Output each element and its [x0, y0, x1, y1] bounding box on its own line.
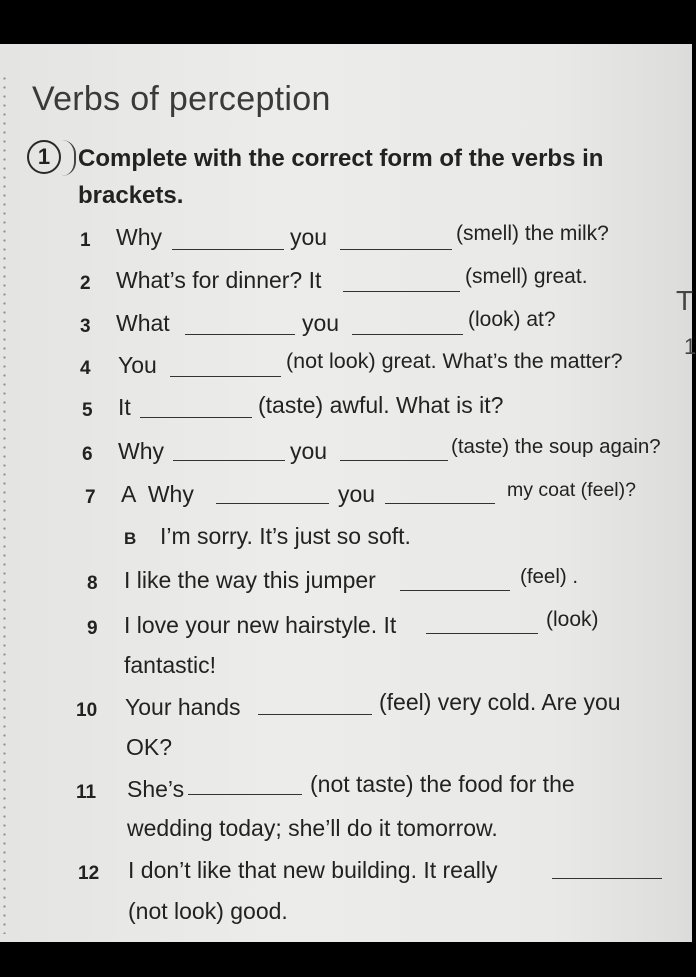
answer-blank[interactable] [343, 291, 460, 292]
answer-blank[interactable] [140, 417, 252, 418]
item-text: (not look) good. [128, 898, 288, 924]
item-text: I like the way this jumper [124, 567, 376, 593]
answer-blank[interactable] [173, 460, 285, 461]
answer-blank[interactable] [172, 249, 284, 250]
answer-blank[interactable] [385, 503, 495, 504]
item-text: fantastic! [124, 652, 217, 678]
item-number: 1 [80, 230, 91, 251]
answer-blank[interactable] [170, 376, 281, 377]
item-text: I love your new hairstyle. It [124, 612, 397, 638]
page-title: Verbs of perception [32, 80, 331, 118]
exercise-instruction: Complete with the correct form of the verbs in brackets. [78, 145, 604, 209]
answer-blank[interactable] [216, 503, 329, 504]
item-text: wedding today; she’ll do it tomorrow. [127, 815, 498, 841]
item-number: 6 [82, 444, 93, 465]
item-text: (taste) awful. What is it? [258, 392, 504, 418]
item-number: 11 [76, 782, 97, 803]
binding-dots [3, 74, 6, 934]
item-text: I’m sorry. It’s just so soft. [160, 523, 411, 549]
item-text: (look) at? [468, 308, 556, 331]
item-number: 8 [87, 573, 98, 594]
item-number: 7 [85, 487, 96, 508]
item-number: 4 [80, 358, 91, 379]
item-text: (taste) the soup again? [451, 435, 661, 458]
exercise-number-badge: 1 [27, 140, 61, 174]
item-text: you [290, 438, 328, 464]
item-number: 12 [78, 863, 100, 884]
item-number: 10 [76, 700, 98, 721]
item-text: Why [118, 438, 164, 464]
answer-blank[interactable] [188, 794, 302, 795]
item-text: (look) [546, 608, 599, 631]
item-text: (feel) . [520, 565, 579, 588]
item-text: you [302, 310, 340, 336]
item-number: 5 [82, 400, 93, 421]
item-text: you [338, 481, 376, 507]
item-text: Why [116, 224, 162, 250]
item-text: What’s for dinner? It [116, 267, 322, 293]
item-text: (smell) great. [465, 265, 588, 288]
answer-blank[interactable] [258, 714, 372, 715]
edge-letter: 1 [684, 334, 696, 359]
answer-blank[interactable] [552, 878, 662, 879]
item-text: A Why [121, 481, 194, 507]
item-text: She’s [127, 776, 185, 802]
item-text: (feel) very cold. Are you [379, 689, 621, 715]
item-number: 2 [80, 273, 91, 294]
edge-letter: T [676, 285, 694, 316]
answer-blank[interactable] [185, 334, 295, 335]
item-text: Your hands [125, 694, 241, 720]
item-text: It [118, 394, 131, 420]
answer-blank[interactable] [340, 249, 452, 250]
item-text: I don’t like that new building. It really [128, 857, 498, 883]
answer-blank[interactable] [400, 590, 510, 591]
item-text: my coat (feel)? [507, 479, 636, 501]
item-text: OK? [126, 734, 173, 760]
item-text: (smell) the milk? [456, 222, 609, 245]
item-text: What [116, 310, 170, 336]
item-text: you [290, 224, 328, 250]
speaker-label: B [124, 529, 137, 548]
answer-blank[interactable] [352, 334, 463, 335]
answer-blank[interactable] [340, 460, 448, 461]
item-text: You [118, 352, 157, 378]
workbook-page [0, 44, 696, 942]
item-text: (not taste) the food for the [310, 771, 575, 797]
bracket-decoration [60, 140, 76, 176]
answer-blank[interactable] [426, 633, 538, 634]
item-number: 9 [87, 618, 98, 639]
item-text: (not look) great. What’s the matter? [286, 349, 623, 373]
item-number: 3 [80, 316, 91, 337]
